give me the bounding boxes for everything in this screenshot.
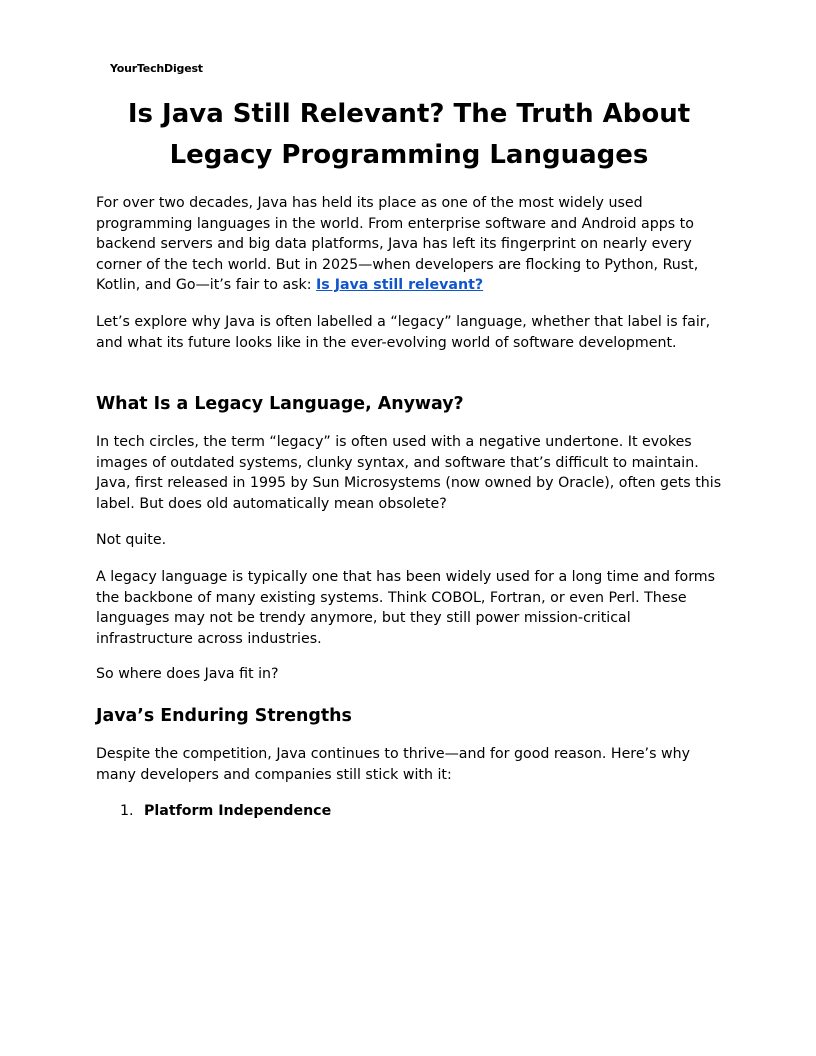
section-heading-legacy: What Is a Legacy Language, Anyway? (96, 394, 464, 414)
intro-paragraph (96, 193, 722, 296)
article-title: Is Java Still Relevant? The Truth About Legacy Programming Languages (127, 99, 691, 170)
legacy-paragraph-2: Not quite. (96, 532, 167, 548)
intro-text: For over two decades, Java has held its place as one of the most widely used programming languages in the world. From enterprise software and Android apps to backend servers and big data platforms, Java has left its fingerprint on nearly every corner of the tech world. But in 2025—when developers are flocking to Python, Rust, Kotlin, and Go—it’s fair to ask: (96, 195, 699, 293)
list-item-number: 1. (120, 803, 134, 819)
strengths-paragraph: Despite the competition, Java continues to thrive—and for good reason. Here’s why many developers and companies still stick with it: (96, 746, 690, 783)
legacy-paragraph-1: In tech circles, the term “legacy” is often used with a negative undertone. It evokes images of outdated systems, clunky syntax, and software that’s difficult to maintain. Java, first released in 1995 by Sun Microsystems (now owned by Oracle), often gets this label. But does old automatically mean obsolete? (96, 434, 722, 512)
legacy-paragraph-3: A legacy language is typically one that has been widely used for a long time and forms the backbone of many existing systems. Think COBOL, Fortran, or even Perl. These languages may not be trendy anymore, but they still power mission-critical infrastructure across industries. (96, 569, 716, 647)
list-item (120, 801, 331, 821)
list-item-label: Platform Independence (144, 803, 332, 819)
is-java-relevant-link[interactable]: Is Java still relevant? (316, 277, 484, 293)
legacy-paragraph-4: So where does Java fit in? (96, 666, 279, 682)
intro-paragraph-2: Let’s explore why Java is often labelled a “legacy” language, whether that label is fair, and what its future looks like in the ever-evolving world of software development. (96, 314, 711, 351)
site-logo: YourTechDigest (110, 62, 203, 75)
section-heading-strengths: Java’s Enduring Strengths (96, 706, 352, 726)
